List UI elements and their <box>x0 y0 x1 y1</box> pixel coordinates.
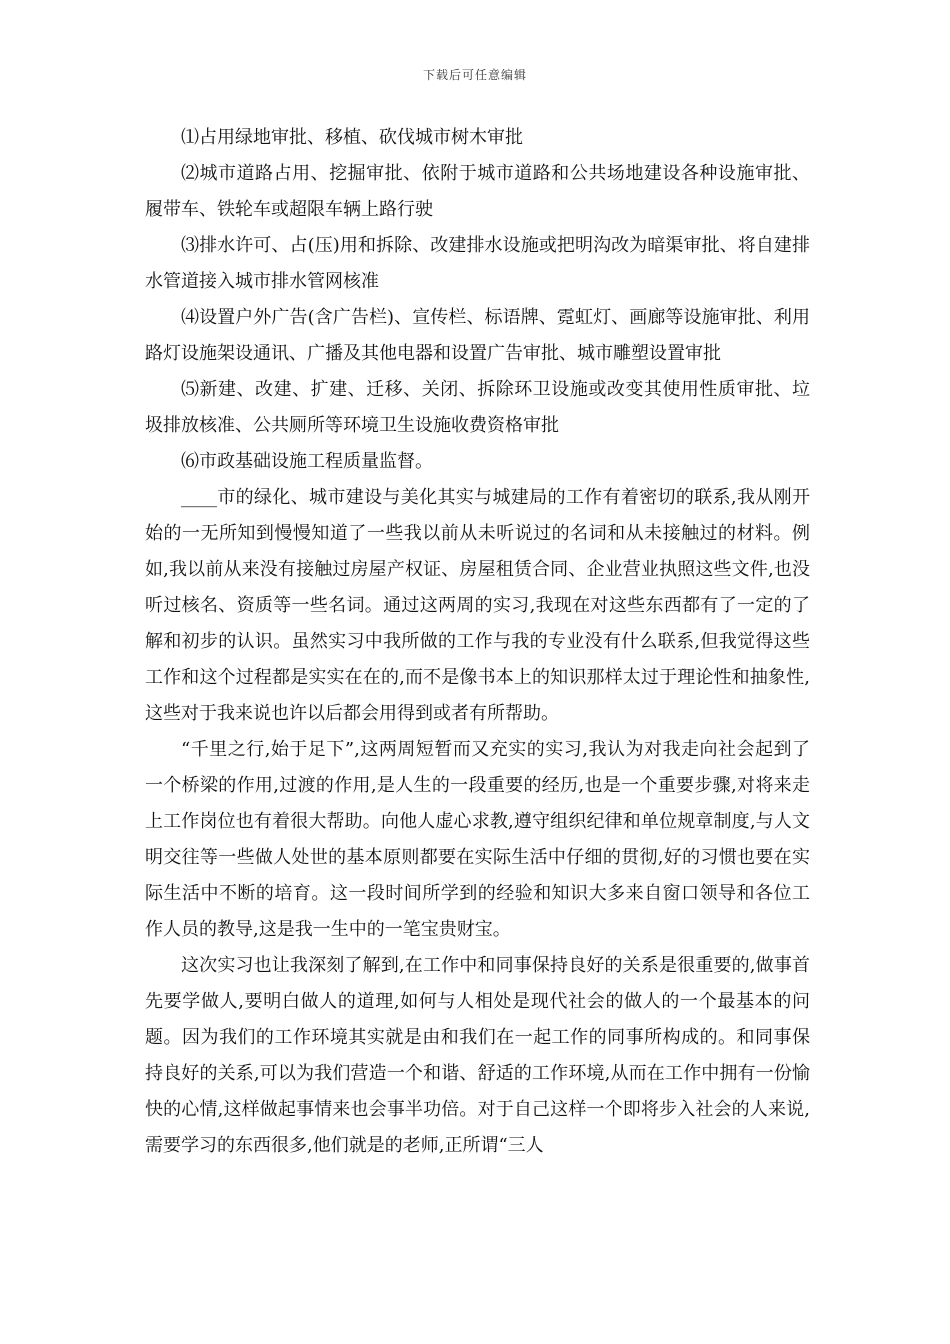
body-paragraph-1: ____市的绿化、城市建设与美化其实与城建局的工作有着密切的联系,我从刚开始的一无所知到慢慢知道了一些我以前从未听说过的名词和从未接触过的材料。例如,我以前从来没有接触过房屋产权证、房屋租赁合同、企业营业执照这些文件,也没听过核名、资质等一些名词。通过这两周的实习,我现在对这些东西都有了一定的了解和初步的认识。虽然实习中我所做的工作与我的专业没有什么联系,但我觉得这些工作和这个过程都是实实在在的,而不是像书本上的知识那样太过于理论性和抽象性,这些对于我来说也许以后都会用得到或者有所帮助。 <box>145 487 810 724</box>
list-item-4: ⑷设置户外广告(含广告栏)、宣传栏、标语牌、霓虹灯、画廊等设施审批、利用路灯设施架设通讯、广播及其他电器和设置广告审批、城市雕塑设置审批 <box>145 307 810 364</box>
list-item-6: ⑹市政基础设施工程质量监督。 <box>181 451 433 472</box>
list-item-5: ⑸新建、改建、扩建、迁移、关闭、拆除环卫设施或改变其使用性质审批、垃圾排放核准、公共厕所等环境卫生设施收费资格审批 <box>145 379 810 436</box>
body-paragraph-3: 这次实习也让我深刻了解到,在工作中和同事保持良好的关系是很重要的,做事首先要学做人,要明白做人的道理,如何与人相处是现代社会的做人的一个最基本的问题。因为我们的工作环境其实就是由和我们在一起工作的同事所构成的。和同事保持良好的关系,可以为我们营造一个和谐、舒适的工作环境,从而在工作中拥有一份愉快的心情,这样做起事情来也会事半功倍。对于自己这样一个即将步入社会的人来说,需要学习的东西很多,他们就是的老师,正所谓“三人 <box>145 955 810 1156</box>
list-item-1: ⑴占用绿地审批、移植、砍伐城市树木审批 <box>181 127 523 148</box>
document-body <box>145 120 810 1164</box>
body-paragraph-2: “千里之行,始于足下”,这两周短暂而又充实的实习,我认为对我走向社会起到了一个桥梁的作用,过渡的作用,是人生的一段重要的经历,也是一个重要步骤,对将来走上工作岗位也有着很大帮助。向他人虚心求教,遵守组织纪律和单位规章制度,与人文明交往等一些做人处世的基本原则都要在实际生活中仔细的贯彻,好的习惯也要在实际生活中不断的培育。这一段时间所学到的经验和知识大多来自窗口领导和各位工作人员的教导,这是我一生中的一笔宝贵财宝。 <box>145 739 810 940</box>
list-item-2: ⑵城市道路占用、挖掘审批、依附于城市道路和公共场地建设各种设施审批、履带车、铁轮车或超限车辆上路行驶 <box>145 163 810 220</box>
list-item-3: ⑶排水许可、占(压)用和拆除、改建排水设施或把明沟改为暗渠审批、将自建排水管道接入城市排水管网核准 <box>145 235 810 292</box>
page-header-note: 下载后可任意编辑 <box>422 68 527 82</box>
